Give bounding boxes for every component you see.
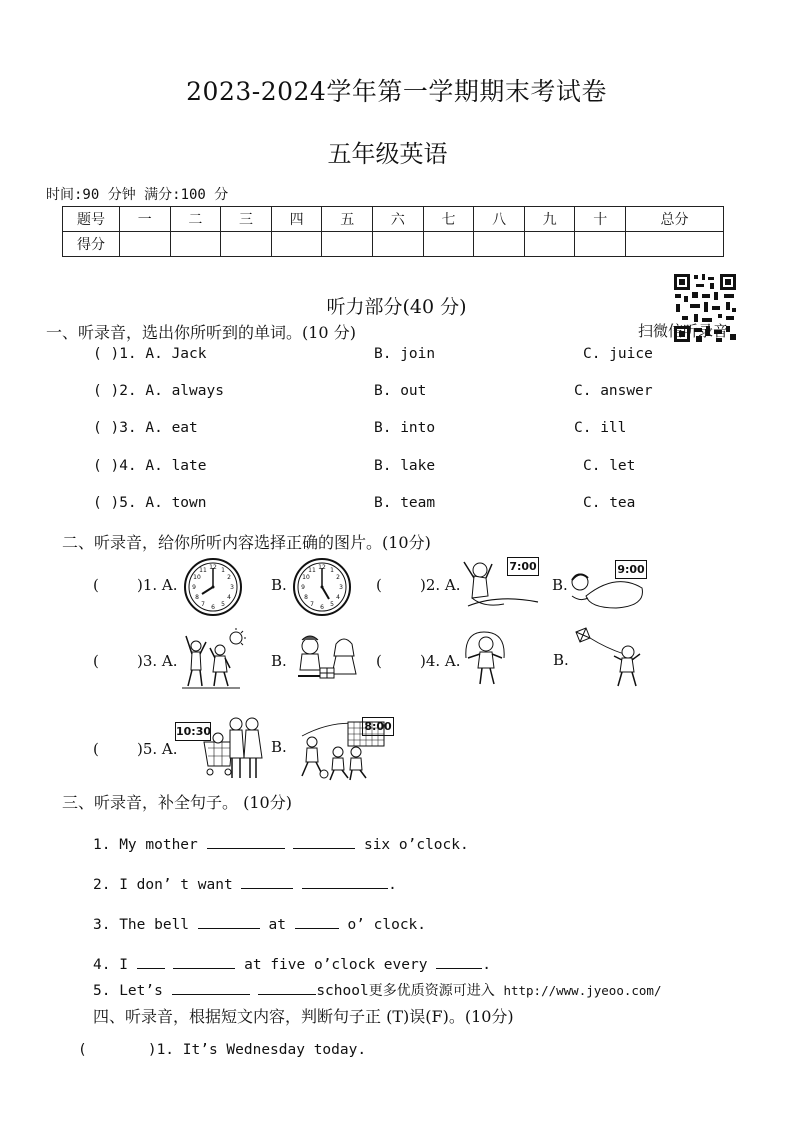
svg-text:11: 11 bbox=[308, 567, 316, 574]
svg-text:9: 9 bbox=[301, 584, 305, 591]
option-b-label: B. bbox=[271, 576, 287, 594]
option-b-label: B. bbox=[553, 651, 569, 669]
sentence-1: 1. My mother six o’clock. bbox=[93, 834, 469, 853]
cell: 五 bbox=[322, 207, 373, 232]
cell: 一 bbox=[120, 207, 171, 232]
svg-text:12: 12 bbox=[209, 564, 217, 571]
time-box: 9:00 bbox=[615, 560, 647, 579]
kids-playing-chess-icon bbox=[294, 634, 364, 686]
option-b: B. join bbox=[374, 346, 436, 362]
exam-meta: 时间:90 分钟 满分:100 分 bbox=[46, 187, 229, 203]
cell: 三 bbox=[221, 207, 272, 232]
list-item: ( )4. A. late bbox=[93, 458, 207, 474]
svg-text:9: 9 bbox=[192, 584, 196, 591]
option-b-label: B. bbox=[552, 576, 568, 594]
option-b: B. into bbox=[374, 420, 436, 436]
q5-label: ( )5. A. bbox=[93, 740, 178, 758]
svg-text:3: 3 bbox=[230, 584, 234, 591]
cell: 总分 bbox=[626, 207, 724, 232]
svg-text:1: 1 bbox=[221, 567, 225, 574]
exam-title: 2023-2024学年第一学期期末考试卷 bbox=[186, 77, 607, 106]
exam-subtitle: 五年级英语 bbox=[327, 140, 448, 168]
score-table-header-row bbox=[63, 207, 724, 232]
time-box: 7:00 bbox=[507, 557, 539, 576]
svg-text:3: 3 bbox=[339, 584, 343, 591]
cell: 九 bbox=[524, 207, 575, 232]
option-c: C. let bbox=[583, 458, 636, 474]
time-box: 8:00 bbox=[362, 717, 394, 736]
list-item: ( )3. A. eat bbox=[93, 420, 198, 436]
svg-text:4: 4 bbox=[336, 594, 340, 601]
time-box: 10:30 bbox=[175, 722, 211, 741]
cell: 七 bbox=[423, 207, 474, 232]
svg-text:8: 8 bbox=[195, 594, 199, 601]
q2-label: ( )2. A. bbox=[376, 576, 461, 594]
option-b: B. out bbox=[374, 383, 427, 399]
q4-label: ( )4. A. bbox=[376, 652, 461, 670]
option-c: C. tea bbox=[583, 495, 636, 511]
boy-flying-kite-icon bbox=[566, 626, 648, 690]
svg-text:10: 10 bbox=[193, 574, 201, 581]
sentence-4: 4. I at five o’clock every . bbox=[93, 954, 491, 973]
q1-label: ( )1. A. bbox=[93, 576, 178, 594]
qr-label: 扫微信听录音 bbox=[638, 322, 729, 340]
svg-text:1: 1 bbox=[330, 567, 334, 574]
sentence-5: 5. Let’s school更多优质资源可进入 http://www.jyeoo.com/ bbox=[93, 980, 661, 1000]
part4-question-1: ( )1. It’s Wednesday today. bbox=[78, 1042, 367, 1058]
girl-jumping-rope-icon bbox=[460, 628, 510, 690]
listening-title: 听力部分(40 分) bbox=[326, 296, 467, 318]
part3-title: 三、听录音，补全句子。 (10分) bbox=[62, 793, 292, 812]
clock-8-icon bbox=[183, 557, 243, 617]
svg-text:2: 2 bbox=[336, 574, 340, 581]
option-b-label: B. bbox=[271, 652, 287, 670]
score-table bbox=[62, 206, 724, 257]
option-c: C. ill bbox=[574, 420, 627, 436]
svg-text:6: 6 bbox=[320, 604, 324, 611]
family-shopping-icon bbox=[202, 716, 264, 782]
svg-text:6: 6 bbox=[211, 604, 215, 611]
sentence-2: 2. I don’ t want . bbox=[93, 874, 397, 893]
svg-text:7: 7 bbox=[310, 601, 314, 608]
option-b: B. team bbox=[374, 495, 436, 511]
svg-text:4: 4 bbox=[227, 594, 231, 601]
cell: 四 bbox=[271, 207, 322, 232]
clock-5-icon bbox=[292, 557, 352, 617]
sentence-3: 3. The bell at o’ clock. bbox=[93, 914, 426, 933]
score-table-score-row bbox=[63, 232, 724, 257]
cell: 二 bbox=[170, 207, 221, 232]
cell: 得分 bbox=[63, 232, 120, 257]
option-c: C. answer bbox=[574, 383, 653, 399]
svg-text:10: 10 bbox=[302, 574, 310, 581]
svg-text:5: 5 bbox=[330, 601, 334, 608]
part1-title: 一、听录音，选出你所听到的单词。(10 分) bbox=[46, 323, 356, 342]
option-b-label: B. bbox=[271, 738, 287, 756]
option-b: B. lake bbox=[374, 458, 436, 474]
svg-text:2: 2 bbox=[227, 574, 231, 581]
cell: 题号 bbox=[63, 207, 120, 232]
list-item: ( )5. A. town bbox=[93, 495, 207, 511]
svg-text:11: 11 bbox=[199, 567, 207, 574]
svg-text:7: 7 bbox=[201, 601, 205, 608]
option-c: C. juice bbox=[583, 346, 653, 362]
svg-text:12: 12 bbox=[318, 564, 326, 571]
list-item: ( )2. A. always bbox=[93, 383, 224, 399]
cell: 十 bbox=[575, 207, 626, 232]
part4-title: 四、听录音，根据短文内容，判断句子正 (T)误(F)。(10分) bbox=[93, 1007, 514, 1026]
svg-text:5: 5 bbox=[221, 601, 225, 608]
svg-text:8: 8 bbox=[304, 594, 308, 601]
cell: 六 bbox=[373, 207, 424, 232]
cell: 八 bbox=[474, 207, 525, 232]
part2-title: 二、听录音，给你所听内容选择正确的图片。(10分) bbox=[62, 533, 431, 552]
q3-label: ( )3. A. bbox=[93, 652, 178, 670]
kids-exercising-icon bbox=[180, 628, 248, 690]
list-item: ( )1. A. Jack bbox=[93, 346, 207, 362]
